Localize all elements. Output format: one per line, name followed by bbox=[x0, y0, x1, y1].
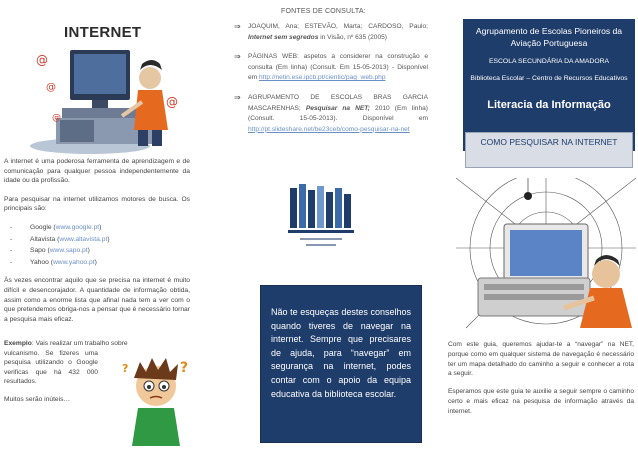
literacy-word: Literacia bbox=[487, 99, 536, 111]
engine-name: Yahoo bbox=[30, 258, 49, 266]
source-title: Internet sem segredos bbox=[248, 33, 319, 41]
list-item: - Sapo (www.sapo.pt) bbox=[10, 247, 90, 255]
engine-link[interactable]: www.yahoo.pt bbox=[52, 258, 95, 266]
confused-boy-illustration bbox=[120, 356, 194, 448]
example-head-text: : Vais realizar um trabalho sobre bbox=[31, 340, 128, 347]
search-engine-list bbox=[10, 223, 190, 267]
list-dash: - bbox=[10, 235, 13, 243]
middle-panel bbox=[212, 0, 426, 452]
sources-list bbox=[234, 22, 428, 144]
engine-link[interactable]: www.altavista.pt bbox=[59, 235, 108, 243]
source-text: PÁGINAS WEB: aspetos a considerer na construção e consulta (Em linha) (Consult. Em 15-05-2013) - Disponível em bbox=[248, 53, 428, 82]
svg-text:@: @ bbox=[36, 53, 48, 67]
guide-intro bbox=[448, 340, 634, 425]
how-to-title: COMO PESQUISAR NA INTERNET bbox=[465, 132, 633, 168]
internet-title: INTERNET bbox=[64, 24, 142, 41]
arrow-icon: ⇒ bbox=[234, 92, 241, 102]
list-item: - Google (www.google.pt) bbox=[10, 223, 102, 231]
list-item bbox=[234, 22, 428, 43]
right-panel bbox=[428, 0, 638, 452]
literacy-rest: da Informação bbox=[535, 99, 611, 111]
arrow-icon: ⇒ bbox=[234, 52, 241, 62]
arrow-icon: ⇒ bbox=[234, 22, 241, 31]
list-item bbox=[234, 52, 428, 84]
advice-callout bbox=[260, 285, 422, 443]
source-text: JOAQUIM, Ana; ESTEVÃO, Marta; CARDOSO, Paulo; bbox=[248, 23, 428, 30]
guide-paragraph: Com este guia, queremos ajudar-te a “navegar” na NET, porque como em qualquer sistema de navegação é necessário ter um mapa detalhado do caminho a seguir e conhecer a rota a seguir. bbox=[448, 341, 634, 378]
guide-paragraph: Esperamos que este guia te auxilie a seguir sempre o caminho certo e mais eficaz na pesquisa de informação através da internet. bbox=[448, 388, 634, 415]
sources-title: FONTES DE CONSULTA: bbox=[281, 8, 366, 15]
list-dash: - bbox=[10, 223, 13, 231]
intro-paragraph: A internet é uma poderosa ferramenta de aprendizagem e de comunicação para qualquer pessoa independentemente da idade ou da profissão. bbox=[4, 158, 190, 185]
difficulty-paragraph: Às vezes encontrar aquilo que se precisa na internet é muito difícil e desencorajador. A quantidade de informação obtida, assim como a enorme lista que afinal nada tem a ver com o que pretendemos obriga-nos a pensar que é necessário tornar a pesquisa mais eficaz. bbox=[4, 277, 190, 323]
example-heading bbox=[4, 339, 190, 349]
intro-section bbox=[4, 157, 190, 333]
example-label: Exemplo bbox=[4, 340, 32, 347]
source-title: Pesquisar na NET; bbox=[305, 104, 370, 112]
engine-name: Altavista bbox=[30, 235, 56, 243]
list-item: - Yahoo (www.yahoo.pt) bbox=[10, 258, 97, 266]
literacy-heading bbox=[463, 99, 635, 111]
source-text: AGRUPAMENTO DE ESCOLAS BRAS GARCIA MASCARENHAS; bbox=[248, 93, 428, 112]
engine-name: Sapo bbox=[30, 247, 46, 255]
svg-text:@: @ bbox=[46, 82, 56, 93]
source-link[interactable]: http://netin.ese.ipcb.pt/cientic/pag_web.php bbox=[259, 74, 386, 82]
library-logo bbox=[286, 180, 356, 260]
spiderweb-computer-illustration bbox=[456, 178, 636, 338]
svg-text:@: @ bbox=[166, 95, 178, 109]
engine-link[interactable]: www.sapo.pt bbox=[49, 247, 88, 255]
example-body: vulcanismo. Se fizeres uma pesquisa utilizando o Google verificas que há 432 000 resultados. bbox=[4, 349, 98, 386]
list-item: - Altavista (www.altavista.pt) bbox=[10, 235, 110, 243]
library-name: Biblioteca Escolar – Centro de Recursos Educativos bbox=[470, 75, 628, 82]
organization-name: Agrupamento de Escolas Pioneiros da Aviação Portuguesa bbox=[475, 26, 623, 48]
source-link[interactable]: http://pt.slideshare.net/be23ceb/como-pesquisar-na-net bbox=[248, 125, 410, 133]
engine-link[interactable]: www.google.pt bbox=[55, 223, 100, 231]
svg-text:?: ? bbox=[122, 362, 129, 375]
svg-text:?: ? bbox=[180, 360, 189, 376]
source-text: in Visão, nº 635 (2005) bbox=[320, 33, 388, 41]
list-dash: - bbox=[10, 258, 13, 266]
useless-note: Muitos serão inúteis… bbox=[4, 395, 71, 403]
school-name: ESCOLA SECUNDÁRIA DA AMADORA bbox=[488, 58, 610, 65]
left-panel bbox=[0, 0, 210, 452]
engine-name: Google bbox=[30, 223, 52, 231]
source-text: 2010 (Em linha) (Consult. 15-05-2013). Disponível em bbox=[248, 104, 428, 123]
computer-illustration bbox=[30, 46, 180, 154]
list-item bbox=[234, 92, 428, 135]
advice-text: Não te esqueças destes conselhos quando tiveres de navegar na internet. Sempre que precisares de ajuda, para “navegar” em segurança na internet, podes contar com o apoio da equipa educativa da biblioteca escolar. bbox=[271, 307, 411, 399]
svg-text:@: @ bbox=[52, 113, 61, 123]
engines-intro: Para pesquisar na internet utilizamos motores de busca. Os principais são: bbox=[4, 195, 190, 213]
list-dash: - bbox=[10, 247, 13, 255]
